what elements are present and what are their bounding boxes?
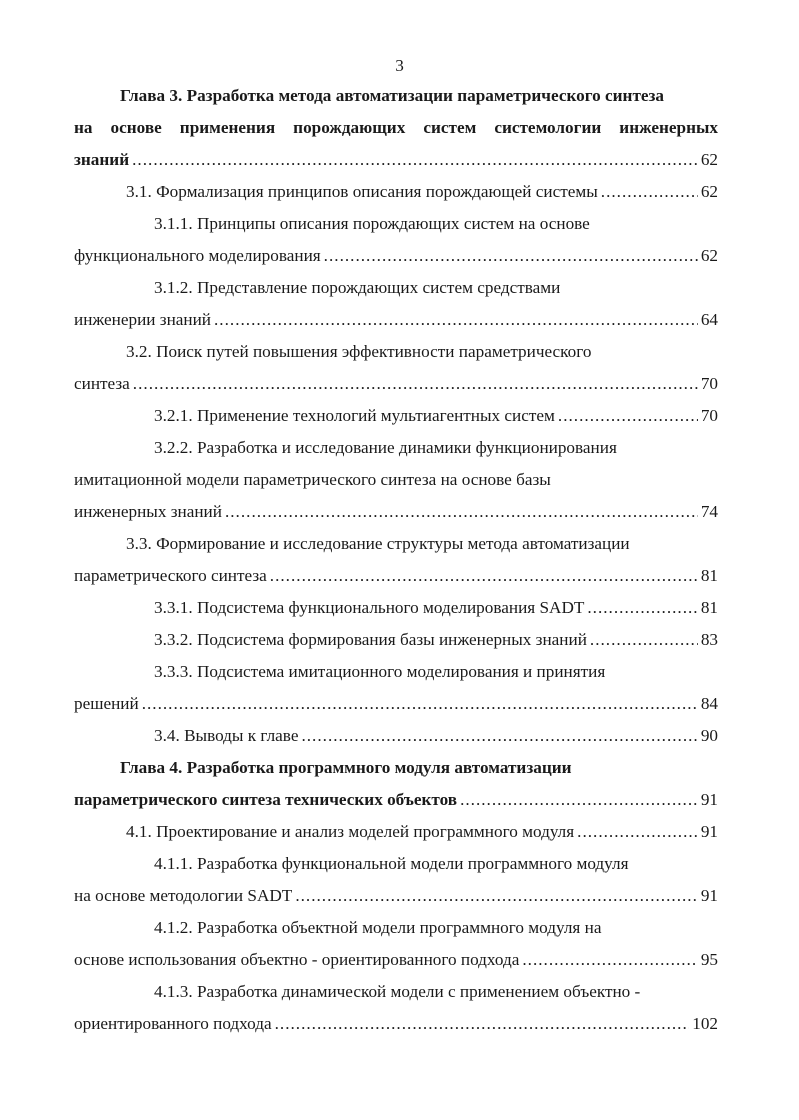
toc-chapter-3-line-1: Глава 3. Разработка метода автоматизации параметрического синтеза [120,86,665,105]
toc-entry-title: синтеза [74,374,130,393]
toc-section-4-1-3-line-2 [74,1014,718,1034]
toc-section-3-3-line-2 [74,566,718,586]
toc-entry-title: знаний [74,150,130,169]
toc-chapter-4-line-2 [74,790,718,810]
toc-section-3-1-2-line-1: 3.1.2. Представление порождающих систем средствами [154,278,561,297]
toc-entry-title: 3.3.1. Подсистема функционального моделирования SADT [154,598,585,617]
toc-page-number: 84 [700,694,718,713]
toc-section-4-1-2-line-2 [74,950,718,970]
dot-leader [133,374,698,394]
toc-section-3-2-2-line-3 [74,502,718,522]
toc-section-3-2-1 [74,406,718,426]
toc-section-3-2-line-2 [74,374,718,394]
toc-section-3-1-1-line-2 [74,246,718,266]
toc-page-number: 62 [700,182,718,201]
dot-leader [460,790,698,810]
toc-section-3-3-2 [74,630,718,650]
dot-leader [214,310,698,330]
toc-page-number: 81 [700,598,718,617]
toc-page-number: 95 [700,950,718,969]
toc-page-number: 91 [700,822,718,841]
toc-section-3-2-2-line-2: имитационной модели параметрического синтеза на основе базы [74,470,551,489]
dot-leader [558,406,698,426]
dot-leader [270,566,698,586]
toc-chapter-3-line-3 [74,150,718,170]
toc-page-number: 70 [700,374,718,393]
page-number: 3 [395,56,404,75]
toc-section-3-2-2-line-1: 3.2.2. Разработка и исследование динамики функционирования [154,438,617,457]
dot-leader [590,630,698,650]
toc-section-4-1-3-line-1: 4.1.3. Разработка динамической модели с применением объектно - [154,982,641,1001]
toc-entry-title: параметрического синтеза технических объектов [74,790,458,809]
toc-section-3-4 [74,726,718,746]
toc-section-3-3-line-1: 3.3. Формирование и исследование структуры метода автоматизации [126,534,630,553]
dot-leader [601,182,698,202]
toc-page-number: 102 [692,1014,718,1033]
dot-leader [301,726,697,746]
toc-entry-title: основе использования объектно - ориентированного подхода [74,950,520,969]
toc-section-3-1-1-line-1: 3.1.1. Принципы описания порождающих систем на основе [154,214,590,233]
toc-section-3-3-1 [74,598,718,618]
dot-leader [324,246,698,266]
toc-page-number: 74 [700,502,718,521]
dot-leader [132,150,698,170]
toc-entry-title: 3.2.1. Применение технологий мультиагентных систем [154,406,555,425]
toc-section-4-1-1-line-2 [74,886,718,906]
toc-page-number: 81 [700,566,718,585]
toc-entry-title: 4.1. Проектирование и анализ моделей программного модуля [126,822,575,841]
toc-section-4-1-2-line-1: 4.1.2. Разработка объектной модели программного модуля на [154,918,602,937]
toc-section-4-1-1-line-1: 4.1.1. Разработка функциональной модели программного модуля [154,854,629,873]
dot-leader [577,822,698,842]
dot-leader [275,1014,690,1034]
toc-entry-title: ориентированного подхода [74,1014,272,1033]
dot-leader [587,598,697,618]
toc-section-3-3-3-line-2 [74,694,718,714]
toc-chapter-3-line-2: на основе применения порождающих систем системологии инженерных [74,118,718,137]
dot-leader [142,694,698,714]
toc-page-number: 62 [700,150,718,169]
toc-page-number: 70 [700,406,718,425]
toc-entry-title: 3.1. Формализация принципов описания порождающей системы [126,182,598,201]
toc-entry-title: инженерии знаний [74,310,211,329]
toc-entry-title: 3.4. Выводы к главе [154,726,299,745]
toc-entry-title: инженерных знаний [74,502,222,521]
toc-page-number: 90 [700,726,718,745]
toc-page-number: 91 [700,790,718,809]
toc-page-number: 91 [700,886,718,905]
dot-leader [295,886,698,906]
toc-section-3-1-2-line-2 [74,310,718,330]
toc-entry-title: параметрического синтеза [74,566,267,585]
toc-section-3-3-3-line-1: 3.3.3. Подсистема имитационного моделирования и принятия [154,662,606,681]
toc-page-number: 64 [700,310,718,329]
toc-page-number: 83 [700,630,718,649]
toc-entry-title: 3.3.2. Подсистема формирования базы инженерных знаний [154,630,587,649]
toc-entry-title: решений [74,694,139,713]
dot-leader [522,950,697,970]
dot-leader [225,502,698,522]
toc-entry-title: функционального моделирования [74,246,321,265]
toc-chapter-4-line-1: Глава 4. Разработка программного модуля автоматизации [120,758,572,777]
toc-section-3-2-line-1: 3.2. Поиск путей повышения эффективности параметрического [126,342,592,361]
toc-page-number: 62 [700,246,718,265]
toc-section-3-1 [74,182,718,202]
toc-entry-title: на основе методологии SADT [74,886,293,905]
toc-section-4-1 [74,822,718,842]
